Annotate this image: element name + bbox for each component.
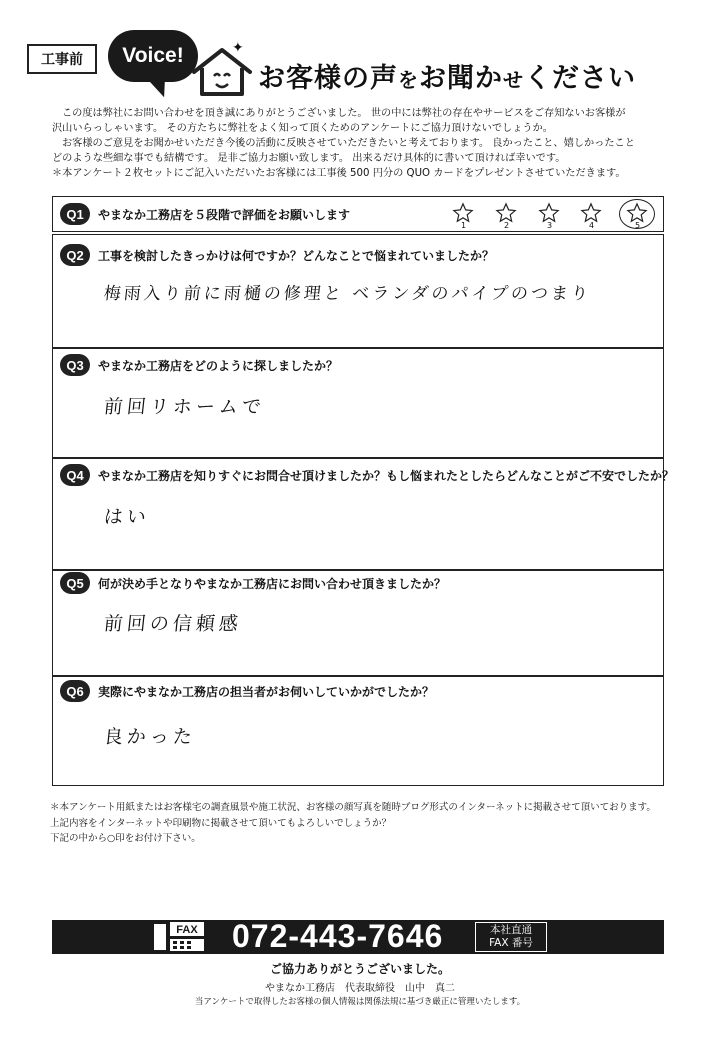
q5-answer: 前回の信頼感 xyxy=(102,613,244,635)
q2-question: 工事を検討したきっかけは何ですか？どんなことで悩まれていましたか？ xyxy=(98,249,495,263)
fax-tag-line1: 本社直通 xyxy=(490,924,532,936)
q1-question: やまなか工務店を５段階で評価をお願いします xyxy=(98,208,351,222)
q6-question: 実際にやまなか工務店の担当者がお伺いしていかがでしたか？ xyxy=(98,685,435,699)
q2-badge: Q2 xyxy=(60,244,90,266)
sparkle-icon: ✦ xyxy=(232,40,244,56)
fax-number[interactable]: 072-443-7646 xyxy=(232,918,444,954)
house-smile-icon xyxy=(190,46,254,98)
page-title xyxy=(258,56,636,95)
q3-badge: Q3 xyxy=(60,354,90,376)
intro-line: 沢山いらっしゃいます。 その方たちに弊社をよく知って頂くためのアンケートにご協力頂けないでしょうか。 xyxy=(52,123,553,134)
footer-notes xyxy=(50,800,656,847)
q4-question: やまなか工務店を知りすぐにお問合せ頂けましたか？もし悩まれたとしたらどんなことがご不安でしたか？ xyxy=(98,469,675,483)
rating-star-label: 1 xyxy=(461,221,467,230)
title-part4: ください xyxy=(524,63,636,94)
intro-text xyxy=(52,106,672,181)
q5-question: 何が決め手となりやまなか工務店にお問い合わせ頂きましたか？ xyxy=(98,577,447,591)
privacy-note: 当アンケートで取得したお客様の個人情報は関係法規に基づき厳正に管理いたします。 xyxy=(194,997,526,1007)
company-signature: やまなか工務店 代表取締役 山中 真二 xyxy=(265,983,455,994)
fax-label: FAX xyxy=(176,924,198,936)
voice-badge: Voice! xyxy=(108,30,198,82)
q3-answer: 前回リホームで xyxy=(102,396,267,418)
fax-machine-icon xyxy=(148,920,208,954)
intro-line: ＊本アンケート２枚セットにご記入いただいたお客様には工事後 500 円分の QUO カードをプレゼントさせていただきます。 xyxy=(52,168,626,179)
footer-note-line: 上記内容をインターネットや印刷物に掲載させて頂いてもよろしいでしょうか？ xyxy=(50,817,392,829)
thanks-message: ご協力ありがとうございました。 xyxy=(269,962,450,976)
q1-badge: Q1 xyxy=(60,203,90,225)
q6-answer: 良かった xyxy=(102,726,198,748)
rating-star-label: 3 xyxy=(547,221,553,230)
footer-note-line: 下記の中から○印をお付け下さい。 xyxy=(50,833,201,844)
rating-star-label: 5 xyxy=(635,221,641,230)
intro-line: どのような些細な事でも結構です。 是非ご協力お願い致します。 出来るだけ具体的に書いて頂ければ幸いです。 xyxy=(52,153,566,164)
title-part3: お聞か xyxy=(419,63,503,94)
q4-answer: はい xyxy=(102,506,152,528)
q3-question: やまなか工務店をどのように探しましたか？ xyxy=(98,359,339,373)
fax-tag-line2: FAX 番号 xyxy=(489,937,533,949)
rating-star-label: 4 xyxy=(589,221,595,230)
title-part1: お客様の xyxy=(258,63,370,94)
intro-line: この度は弊社にお問い合わせを頂き誠にありがとうございました。 世の中には弊社の存在やサービスをご存知ないお客様が xyxy=(62,108,626,119)
stage-label: 工事前 xyxy=(27,44,97,74)
footer-note-line: ＊本アンケート用紙またはお客様宅の調査風景や施工状況、お客様の顔写真を随時ブログ形式のインターネットに掲載させて頂いております。 xyxy=(50,802,656,813)
q5-badge: Q5 xyxy=(60,572,90,594)
q2-answer: 梅雨入り前に雨樋の修理と ベランダのパイプのつまり xyxy=(102,284,593,304)
q4-badge: Q4 xyxy=(60,464,90,486)
intro-line: お客様のご意見をお聞かせいただき今後の活動に反映させていただきたいと考えております。 良かったこと、嬉しかったこと xyxy=(62,138,635,149)
title-small2: せ xyxy=(503,68,524,92)
fax-tag xyxy=(475,922,547,952)
rating-star-label: 2 xyxy=(504,221,510,230)
q6-badge: Q6 xyxy=(60,680,90,702)
title-part2: 声 xyxy=(370,63,398,94)
title-small1: を xyxy=(398,68,419,92)
